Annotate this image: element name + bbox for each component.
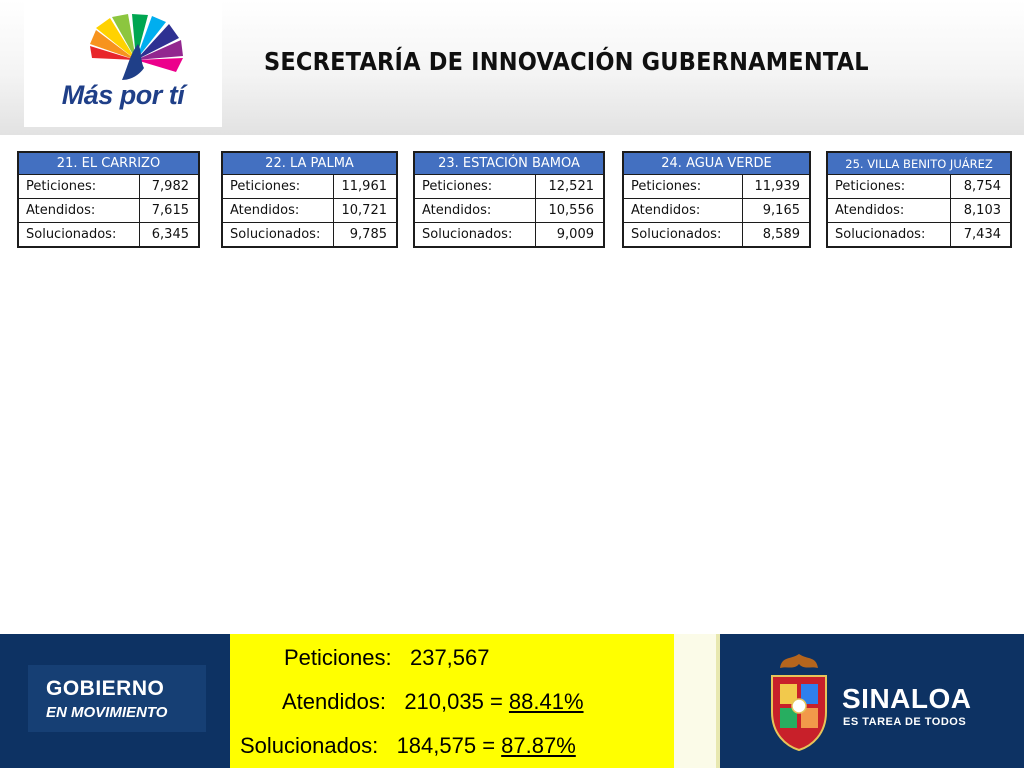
footer-right-band (720, 634, 1024, 768)
table-row (623, 199, 810, 223)
summary-peticiones (284, 645, 490, 671)
stats-table-la-palma (221, 151, 398, 248)
table-row (18, 223, 199, 248)
table-row (827, 199, 1011, 223)
logo-text: Más por tí (61, 80, 185, 110)
row-value: 11,939 (742, 175, 810, 199)
table-row (414, 175, 604, 199)
row-value: 12,521 (535, 175, 604, 199)
colorful-fan-logo-icon (86, 14, 186, 88)
row-label: Solucionados: (827, 223, 951, 248)
row-value: 10,721 (334, 199, 397, 223)
stats-table-estacion-bamoa (413, 151, 605, 248)
table-row (18, 175, 199, 199)
gobierno-en-movimiento-logo (28, 665, 206, 732)
row-label: Solucionados: (222, 223, 334, 248)
row-label: Peticiones: (222, 175, 334, 199)
table-row (827, 223, 1011, 248)
table-row (222, 199, 397, 223)
row-value: 7,434 (951, 223, 1011, 248)
row-label: Solucionados: (18, 223, 140, 248)
summary-percent: 88.41% (508, 689, 584, 714)
row-label: Atendidos: (414, 199, 535, 223)
row-label: Peticiones: (827, 175, 951, 199)
summary-percent: 87.87% (501, 733, 576, 758)
row-label: Atendidos: (827, 199, 951, 223)
table-row (827, 175, 1011, 199)
summary-label: Solucionados: (240, 733, 379, 758)
summary-value: 237,567 (409, 645, 490, 670)
summary-value: 210,035 = (404, 689, 503, 714)
table-row (222, 223, 397, 248)
footer-left-band (0, 634, 230, 768)
row-value: 8,754 (951, 175, 1011, 199)
row-value: 6,345 (140, 223, 199, 248)
row-label: Peticiones: (18, 175, 140, 199)
row-value: 10,556 (535, 199, 604, 223)
table-row (222, 175, 397, 199)
header (0, 0, 1024, 135)
row-value: 9,009 (535, 223, 604, 248)
table-title: 24. AGUA VERDE (623, 152, 810, 175)
mas-por-ti-logo (24, 0, 222, 127)
row-value: 9,165 (742, 199, 810, 223)
row-label: Solucionados: (623, 223, 742, 248)
row-label: Peticiones: (623, 175, 742, 199)
summary-box (230, 634, 674, 768)
summary-solucionados (240, 733, 576, 759)
row-value: 7,615 (140, 199, 199, 223)
table-title: 21. EL CARRIZO (18, 152, 199, 175)
page-title: SECRETARÍA DE INNOVACIÓN GUBERNAMENTAL (264, 47, 869, 76)
table-row (414, 223, 604, 248)
sinaloa-text: SINALOA (842, 683, 972, 714)
table-row (414, 199, 604, 223)
table-row (623, 223, 810, 248)
row-label: Atendidos: (222, 199, 334, 223)
row-value: 11,961 (334, 175, 397, 199)
row-value: 7,982 (140, 175, 199, 199)
sinaloa-tagline: ES TAREA DE TODOS (843, 716, 967, 728)
table-title: 25. VILLA BENITO JUÁREZ (827, 152, 1011, 175)
stats-table-villa-benito-juarez (826, 151, 1012, 248)
stats-table-el-carrizo (17, 151, 200, 248)
row-label: Atendidos: (623, 199, 742, 223)
table-row (623, 175, 810, 199)
gobierno-text: GOBIERNO (46, 677, 165, 700)
summary-strip (674, 634, 720, 768)
summary-value: 184,575 = (396, 733, 496, 758)
row-value: 9,785 (334, 223, 397, 248)
table-title: 23. ESTACIÓN BAMOA (414, 152, 604, 175)
stats-table-agua-verde (622, 151, 811, 248)
summary-atendidos (282, 689, 584, 715)
row-value: 8,103 (951, 199, 1011, 223)
row-label: Solucionados: (414, 223, 535, 248)
table-row (18, 199, 199, 223)
row-label: Atendidos: (18, 199, 140, 223)
row-label: Peticiones: (414, 175, 535, 199)
summary-label: Peticiones: (284, 645, 392, 670)
sinaloa-coat-of-arms-icon (768, 650, 830, 752)
en-movimiento-text: EN MOVIMIENTO (46, 704, 168, 721)
row-value: 8,589 (742, 223, 810, 248)
summary-label: Atendidos: (282, 689, 386, 714)
table-title: 22. LA PALMA (222, 152, 397, 175)
